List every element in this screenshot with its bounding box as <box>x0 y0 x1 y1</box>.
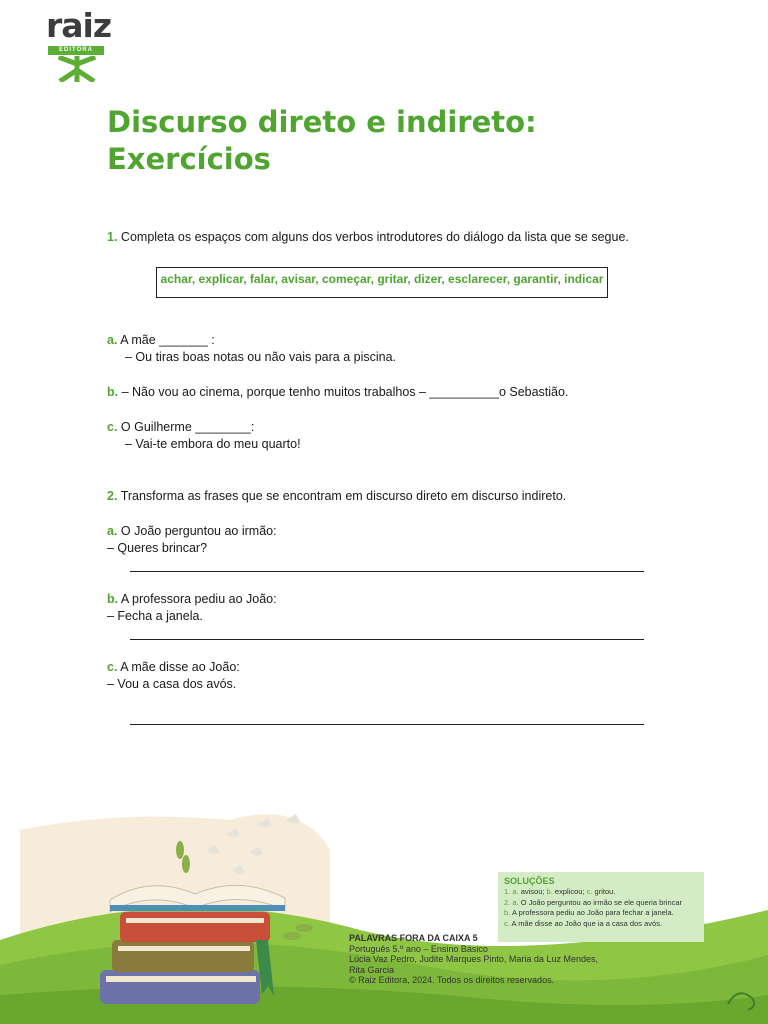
solution-letter: c. <box>504 918 510 928</box>
solution-line-3 <box>504 908 698 919</box>
exercise-number: 2. <box>107 489 118 503</box>
copyright: © Raiz Editora, 2024. Todos os direitos reservados. <box>349 975 555 985</box>
roots-icon <box>56 56 98 82</box>
instruction-text: Completa os espaços com alguns dos verbos introdutores do diálogo da lista que se segue. <box>120 230 629 244</box>
exercise-1c <box>107 419 301 453</box>
exercise-2a <box>107 523 277 557</box>
logo-word: raiz <box>46 6 112 45</box>
exercise-1a <box>107 332 396 366</box>
item-line-1: A mãe disse ao João: <box>120 660 240 674</box>
item-letter: b. <box>107 592 119 606</box>
exercise-2c <box>107 659 240 693</box>
book-title: PALAVRAS FORA DA CAIXA 5 <box>349 933 478 943</box>
book-subtitle: Português 5.º ano – Ensino Básico <box>349 943 488 954</box>
solution-number: 2. a. <box>504 897 519 907</box>
item-letter: c. <box>107 660 118 674</box>
answer-line-2b <box>130 639 644 640</box>
item-line-1: A mãe _______ : <box>120 333 215 347</box>
solution-line-1 <box>504 887 698 898</box>
exercise-number: 1. <box>107 230 118 244</box>
exercise-2b <box>107 591 277 625</box>
solution-text: O João perguntou ao irmão se ele queria brincar <box>520 897 683 907</box>
exercise-1b <box>107 384 568 401</box>
item-line-2: – Ou tiras boas notas ou não vais para a piscina. <box>125 350 396 364</box>
solution-line-2 <box>504 898 698 909</box>
solutions-title: SOLUÇÕES <box>504 876 555 886</box>
exercise-1-instruction <box>107 229 629 246</box>
item-letter: c. <box>107 420 118 434</box>
verb-list-box: achar, explicar, falar, avisar, começar, gritar, dizer, esclarecer, garantir, indicar <box>156 267 608 298</box>
item-letter: b. <box>107 385 119 399</box>
item-line-1: O Guilherme ________: <box>120 420 255 434</box>
item-line-2: – Vai-te embora do meu quarto! <box>125 437 301 451</box>
solution-text: explicou; <box>554 887 585 896</box>
solution-text: A mãe disse ao João que ia a casa dos avós. <box>511 918 663 928</box>
answer-line-2a <box>130 571 644 572</box>
authors-line-1: Lúcia Vaz Pedro, Judite Marques Pinto, Maria da Luz Mendes, <box>349 954 598 964</box>
raiz-logo <box>46 6 112 84</box>
page-title <box>107 104 667 178</box>
item-letter: a. <box>107 524 118 538</box>
item-line-1: – Não vou ao cinema, porque tenho muitos trabalhos – __________o Sebastião. <box>121 385 569 399</box>
solutions-box <box>498 872 704 942</box>
item-line-2: – Vou a casa dos avós. <box>107 677 237 691</box>
solution-text: avisou; <box>520 887 545 896</box>
solution-letter: b. <box>504 908 511 917</box>
title-line-1: Discurso direto e indireto: <box>107 105 537 139</box>
item-line-2: – Queres brincar? <box>107 541 208 555</box>
solution-letter: b. <box>546 887 553 896</box>
solution-number: 1. a. <box>504 887 519 896</box>
instruction-text: Transforma as frases que se encontram em discurso direto em discurso indireto. <box>120 489 567 503</box>
item-line-2: – Fecha a janela. <box>107 609 203 623</box>
item-line-1: A professora pediu ao João: <box>120 592 277 606</box>
item-letter: a. <box>107 333 118 347</box>
authors-line-2: Rita Garcia <box>349 964 395 975</box>
solution-line-4 <box>504 919 698 930</box>
solution-text: A professora pediu ao João para fechar a janela. <box>511 908 674 917</box>
solution-letter: c. <box>586 887 593 896</box>
solution-text: gritou. <box>594 887 616 896</box>
logo-band: EDITORA <box>48 46 104 55</box>
title-line-2: Exercícios <box>107 142 271 176</box>
book-credits <box>349 933 649 986</box>
item-line-1: O João perguntou ao irmão: <box>120 524 277 538</box>
exercise-2-instruction <box>107 488 566 505</box>
answer-line-2c <box>130 724 644 725</box>
